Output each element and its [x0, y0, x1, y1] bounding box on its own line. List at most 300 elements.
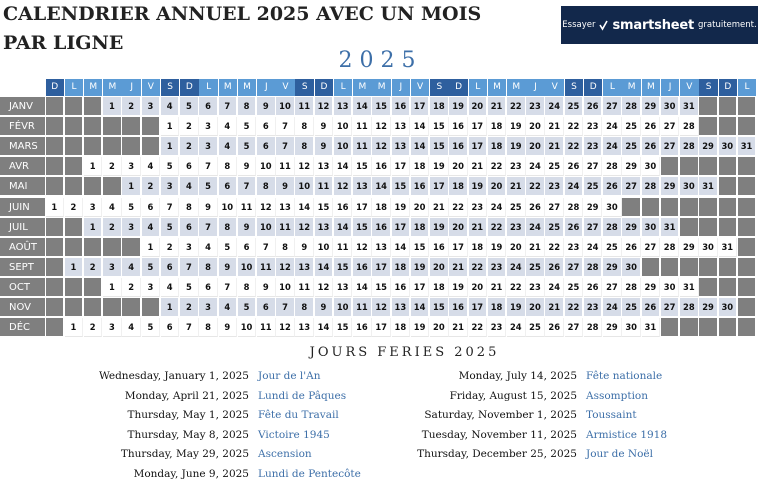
day-cell: 23 — [488, 258, 507, 277]
day-cell: 15 — [430, 298, 449, 317]
day-cell: 30 — [622, 318, 641, 337]
day-cell: 2 — [84, 258, 103, 277]
day-cell: 4 — [219, 117, 238, 136]
weekday-header-cell: J — [526, 79, 545, 96]
day-cell: 12 — [257, 198, 276, 217]
day-cell: 24 — [526, 157, 545, 176]
day-cell: 9 — [219, 258, 238, 277]
empty-day-cell — [719, 177, 738, 196]
day-cell: 28 — [680, 298, 699, 317]
day-cell: 31 — [661, 218, 680, 237]
day-cell: 30 — [661, 278, 680, 297]
day-cell: 14 — [353, 278, 372, 297]
day-cell: 1 — [142, 238, 161, 257]
month-row — [0, 157, 757, 176]
day-cell: 22 — [507, 278, 526, 297]
day-cell: 5 — [238, 298, 257, 317]
day-cell: 21 — [488, 278, 507, 297]
empty-day-cell — [642, 198, 661, 217]
empty-day-cell — [122, 117, 141, 136]
empty-day-cell — [142, 137, 161, 156]
month-row — [0, 258, 757, 277]
holiday-date: Monday, July 14, 2025 — [458, 370, 577, 382]
smartsheet-trial-banner[interactable] — [561, 6, 758, 44]
day-cell: 20 — [526, 137, 545, 156]
day-cell: 13 — [372, 238, 391, 257]
holiday-entry — [0, 445, 654, 465]
weekday-header-cell: J — [392, 79, 411, 96]
month-row — [0, 318, 757, 337]
day-cell: 20 — [526, 298, 545, 317]
holiday-entry — [0, 367, 663, 387]
day-cell: 24 — [507, 318, 526, 337]
day-cell: 17 — [392, 218, 411, 237]
day-cell: 24 — [488, 198, 507, 217]
holiday-entry — [0, 426, 668, 446]
empty-day-cell — [661, 318, 680, 337]
calendar-year: 2025 — [338, 48, 423, 73]
day-cell: 5 — [122, 198, 141, 217]
day-cell: 30 — [642, 218, 661, 237]
day-cell: 11 — [276, 157, 295, 176]
month-label: AOÛT — [0, 238, 45, 257]
holiday-date: Monday, June 9, 2025 — [133, 468, 249, 480]
month-label: OCT — [0, 278, 45, 297]
day-cell: 15 — [315, 198, 334, 217]
day-cell: 26 — [642, 117, 661, 136]
day-cell: 8 — [199, 258, 218, 277]
day-cell: 27 — [661, 137, 680, 156]
day-cell: 26 — [603, 177, 622, 196]
day-cell: 27 — [565, 318, 584, 337]
day-cell: 2 — [65, 198, 84, 217]
day-cell: 23 — [584, 117, 603, 136]
empty-day-cell — [719, 258, 738, 277]
day-cell: 4 — [180, 177, 199, 196]
day-cell: 30 — [642, 157, 661, 176]
weekday-header-cell: S — [161, 79, 180, 96]
day-cell: 7 — [276, 298, 295, 317]
day-cell: 24 — [603, 117, 622, 136]
day-cell: 3 — [199, 137, 218, 156]
day-cell: 14 — [334, 218, 353, 237]
day-cell: 13 — [392, 117, 411, 136]
day-cell: 14 — [411, 137, 430, 156]
empty-day-cell — [661, 157, 680, 176]
day-cell: 29 — [699, 137, 718, 156]
day-cell: 25 — [622, 298, 641, 317]
empty-day-cell — [680, 258, 699, 277]
day-cell: 26 — [545, 258, 564, 277]
day-cell: 7 — [161, 198, 180, 217]
day-cell: 29 — [603, 318, 622, 337]
day-cell: 11 — [315, 177, 334, 196]
empty-day-cell — [46, 97, 65, 116]
day-cell: 1 — [161, 117, 180, 136]
day-cell: 10 — [334, 137, 353, 156]
day-cell: 19 — [507, 117, 526, 136]
day-cell: 3 — [199, 298, 218, 317]
day-cell: 26 — [545, 318, 564, 337]
empty-day-cell — [84, 298, 103, 317]
month-label: FÉVR — [0, 117, 45, 136]
day-cell: 4 — [219, 298, 238, 317]
month-row — [0, 137, 757, 156]
day-cell: 19 — [392, 198, 411, 217]
day-cell: 27 — [661, 117, 680, 136]
month-label: JUIN — [0, 198, 45, 217]
holiday-name: Lundi de Pentecôte — [258, 468, 361, 480]
holiday-name: Toussaint — [586, 409, 637, 422]
weekday-header-cell: M — [622, 79, 641, 96]
day-cell: 13 — [295, 318, 314, 337]
day-cell: 3 — [103, 318, 122, 337]
day-cell: 26 — [565, 218, 584, 237]
empty-day-cell — [46, 298, 65, 317]
holiday-date: Saturday, November 1, 2025 — [424, 409, 577, 422]
day-cell: 19 — [430, 157, 449, 176]
day-cell: 27 — [642, 238, 661, 257]
holiday-name: Jour de Noël — [586, 448, 654, 461]
weekday-header-cell: V — [276, 79, 295, 96]
day-cell: 3 — [103, 258, 122, 277]
day-cell: 21 — [449, 258, 468, 277]
day-cell: 24 — [565, 177, 584, 196]
day-cell: 29 — [584, 198, 603, 217]
weekday-header-cell: L — [603, 79, 622, 96]
day-cell: 26 — [622, 238, 641, 257]
empty-day-cell — [719, 318, 738, 337]
holiday-date: Thursday, May 8, 2025 — [127, 428, 249, 441]
day-cell: 11 — [238, 198, 257, 217]
empty-day-cell — [122, 298, 141, 317]
weekday-header-cell: L — [65, 79, 84, 96]
day-cell: 24 — [507, 258, 526, 277]
weekday-header-cell: D — [719, 79, 738, 96]
day-cell: 11 — [295, 97, 314, 116]
month-label: MARS — [0, 137, 45, 156]
day-cell: 29 — [622, 157, 641, 176]
empty-day-cell — [738, 97, 757, 116]
day-cell: 27 — [622, 177, 641, 196]
empty-day-cell — [719, 218, 738, 237]
month-row — [0, 218, 757, 237]
day-cell: 7 — [219, 97, 238, 116]
day-cell: 4 — [122, 318, 141, 337]
holiday-date: Friday, August 15, 2025 — [449, 389, 577, 402]
day-cell: 10 — [334, 117, 353, 136]
empty-day-cell — [738, 198, 757, 217]
day-cell: 22 — [449, 198, 468, 217]
day-cell: 22 — [565, 298, 584, 317]
day-cell: 2 — [122, 97, 141, 116]
empty-day-cell — [65, 157, 84, 176]
empty-day-cell — [719, 278, 738, 297]
smartsheet-logo-icon — [599, 20, 608, 31]
day-cell: 20 — [449, 157, 468, 176]
empty-day-cell — [699, 198, 718, 217]
holiday-entry — [0, 387, 649, 407]
day-cell: 22 — [565, 137, 584, 156]
day-cell: 9 — [315, 298, 334, 317]
day-cell: 3 — [84, 198, 103, 217]
day-cell: 6 — [142, 198, 161, 217]
banner-suffix: gratuitement. — [698, 20, 757, 30]
day-cell: 6 — [238, 238, 257, 257]
day-cell: 27 — [565, 258, 584, 277]
day-cell: 20 — [449, 218, 468, 237]
day-cell: 25 — [507, 198, 526, 217]
day-cell: 9 — [295, 238, 314, 257]
day-cell: 2 — [103, 157, 122, 176]
day-cell: 12 — [315, 97, 334, 116]
day-cell: 23 — [545, 177, 564, 196]
day-cell: 27 — [603, 97, 622, 116]
empty-day-cell — [699, 258, 718, 277]
day-cell: 17 — [449, 238, 468, 257]
day-cell: 9 — [238, 157, 257, 176]
day-cell: 26 — [642, 137, 661, 156]
day-cell: 14 — [353, 97, 372, 116]
day-cell: 28 — [603, 218, 622, 237]
weekday-header-cell: L — [738, 79, 757, 96]
day-cell: 2 — [84, 318, 103, 337]
day-cell: 16 — [449, 298, 468, 317]
day-cell: 20 — [430, 258, 449, 277]
day-cell: 12 — [276, 318, 295, 337]
day-cell: 21 — [507, 177, 526, 196]
day-cell: 5 — [199, 177, 218, 196]
day-cell: 17 — [411, 278, 430, 297]
day-cell: 20 — [469, 97, 488, 116]
day-cell: 15 — [411, 238, 430, 257]
day-cell: 10 — [238, 258, 257, 277]
holiday-date: Tuesday, November 11, 2025 — [421, 428, 577, 441]
empty-day-cell — [642, 258, 661, 277]
month-label: JUIL — [0, 218, 45, 237]
day-cell: 26 — [642, 298, 661, 317]
day-cell: 3 — [199, 117, 218, 136]
weekday-header-cell: S — [565, 79, 584, 96]
day-cell: 25 — [565, 97, 584, 116]
day-cell: 18 — [430, 97, 449, 116]
day-cell: 13 — [334, 97, 353, 116]
weekday-header-cell: D — [46, 79, 65, 96]
weekday-header-cell: M — [372, 79, 391, 96]
day-cell: 18 — [488, 298, 507, 317]
month-label: SEPT — [0, 258, 45, 277]
day-cell: 6 — [199, 278, 218, 297]
day-cell: 12 — [295, 218, 314, 237]
month-label: NOV — [0, 298, 45, 317]
day-cell: 4 — [142, 157, 161, 176]
day-cell: 4 — [122, 258, 141, 277]
day-cell: 15 — [353, 218, 372, 237]
day-cell: 1 — [46, 198, 65, 217]
day-cell: 12 — [372, 117, 391, 136]
day-cell: 18 — [372, 198, 391, 217]
day-cell: 19 — [507, 298, 526, 317]
day-cell: 5 — [161, 218, 180, 237]
day-cell: 23 — [526, 278, 545, 297]
day-cell: 27 — [584, 218, 603, 237]
day-cell: 21 — [488, 97, 507, 116]
day-cell: 8 — [219, 218, 238, 237]
day-cell: 16 — [430, 238, 449, 257]
day-cell: 20 — [526, 117, 545, 136]
day-cell: 28 — [622, 278, 641, 297]
day-cell: 21 — [449, 318, 468, 337]
day-cell: 25 — [622, 117, 641, 136]
day-cell: 9 — [257, 278, 276, 297]
day-cell: 21 — [430, 198, 449, 217]
day-cell: 14 — [334, 157, 353, 176]
day-cell: 16 — [449, 137, 468, 156]
day-cell: 29 — [603, 258, 622, 277]
day-cell: 3 — [142, 278, 161, 297]
day-cell: 16 — [372, 157, 391, 176]
day-cell: 20 — [507, 238, 526, 257]
empty-day-cell — [142, 298, 161, 317]
empty-day-cell — [699, 157, 718, 176]
empty-day-cell — [46, 218, 65, 237]
empty-day-cell — [65, 238, 84, 257]
day-cell: 13 — [295, 258, 314, 277]
day-cell: 16 — [334, 198, 353, 217]
month-row — [0, 117, 757, 136]
day-cell: 3 — [142, 97, 161, 116]
day-cell: 15 — [392, 177, 411, 196]
day-cell: 11 — [353, 137, 372, 156]
month-row — [0, 298, 757, 317]
day-cell: 7 — [199, 218, 218, 237]
day-cell: 1 — [103, 97, 122, 116]
empty-day-cell — [719, 97, 738, 116]
day-cell: 4 — [103, 198, 122, 217]
day-cell: 13 — [392, 298, 411, 317]
day-cell: 24 — [545, 97, 564, 116]
empty-day-cell — [738, 177, 757, 196]
day-cell: 21 — [545, 117, 564, 136]
day-cell: 4 — [142, 218, 161, 237]
empty-day-cell — [738, 318, 757, 337]
day-cell: 28 — [642, 177, 661, 196]
day-cell: 14 — [315, 318, 334, 337]
weekday-header-cell: M — [642, 79, 661, 96]
weekday-header-cell: D — [584, 79, 603, 96]
day-cell: 15 — [430, 137, 449, 156]
day-cell: 9 — [315, 137, 334, 156]
day-cell: 10 — [257, 157, 276, 176]
month-label: DÉC — [0, 318, 45, 337]
holidays-title: JOURS FERIES 2025 — [309, 345, 500, 360]
empty-day-cell — [46, 258, 65, 277]
day-cell: 20 — [430, 318, 449, 337]
empty-day-cell — [46, 318, 65, 337]
weekday-header-cell: V — [680, 79, 699, 96]
day-cell: 16 — [449, 117, 468, 136]
day-cell: 6 — [180, 157, 199, 176]
day-cell: 28 — [584, 318, 603, 337]
day-cell: 31 — [699, 177, 718, 196]
weekday-header-cell: S — [295, 79, 314, 96]
month-label: JANV — [0, 97, 45, 116]
day-cell: 21 — [469, 218, 488, 237]
day-cell: 16 — [411, 177, 430, 196]
day-cell: 14 — [372, 177, 391, 196]
empty-day-cell — [699, 218, 718, 237]
day-cell: 11 — [353, 117, 372, 136]
day-cell: 8 — [199, 318, 218, 337]
empty-day-cell — [103, 177, 122, 196]
weekday-header-cell: V — [142, 79, 161, 96]
day-cell: 13 — [276, 198, 295, 217]
day-cell: 20 — [488, 177, 507, 196]
day-cell: 25 — [526, 258, 545, 277]
page-title: CALENDRIER ANNUEL 2025 AVEC UN MOIS PAR LIGNE — [3, 3, 482, 54]
day-cell: 15 — [334, 318, 353, 337]
day-cell: 12 — [372, 298, 391, 317]
holiday-name: Fête nationale — [586, 370, 663, 382]
day-cell: 25 — [622, 137, 641, 156]
empty-day-cell — [46, 238, 65, 257]
day-cell: 12 — [315, 278, 334, 297]
empty-day-cell — [719, 157, 738, 176]
day-cell: 5 — [180, 278, 199, 297]
day-cell: 28 — [680, 137, 699, 156]
empty-day-cell — [65, 137, 84, 156]
holiday-name: Ascension — [258, 448, 312, 461]
weekday-header-cell: L — [334, 79, 353, 96]
day-cell: 1 — [65, 258, 84, 277]
day-cell: 5 — [219, 238, 238, 257]
day-cell: 30 — [719, 298, 738, 317]
weekday-header-cell: D — [180, 79, 199, 96]
day-cell: 10 — [276, 97, 295, 116]
weekday-header-cell: M — [103, 79, 122, 96]
day-cell: 15 — [353, 157, 372, 176]
day-cell: 29 — [661, 177, 680, 196]
day-cell: 28 — [680, 117, 699, 136]
day-cell: 19 — [411, 318, 430, 337]
day-cell: 7 — [219, 278, 238, 297]
holiday-name: Armistice 1918 — [586, 428, 668, 441]
day-cell: 16 — [353, 318, 372, 337]
day-cell: 10 — [276, 278, 295, 297]
day-cell: 22 — [488, 218, 507, 237]
empty-day-cell — [65, 298, 84, 317]
day-cell: 17 — [372, 258, 391, 277]
day-cell: 7 — [276, 117, 295, 136]
day-cell: 12 — [295, 157, 314, 176]
day-cell: 4 — [219, 137, 238, 156]
day-cell: 17 — [392, 157, 411, 176]
month-row — [0, 238, 757, 257]
day-cell: 17 — [430, 177, 449, 196]
day-cell: 7 — [199, 157, 218, 176]
day-cell: 5 — [238, 137, 257, 156]
empty-day-cell — [46, 278, 65, 297]
day-cell: 3 — [161, 177, 180, 196]
day-cell: 24 — [526, 218, 545, 237]
empty-day-cell — [46, 117, 65, 136]
empty-day-cell — [699, 278, 718, 297]
day-cell: 7 — [180, 258, 199, 277]
day-cell: 22 — [469, 318, 488, 337]
empty-day-cell — [738, 258, 757, 277]
day-cell: 21 — [545, 137, 564, 156]
day-cell: 8 — [295, 298, 314, 317]
